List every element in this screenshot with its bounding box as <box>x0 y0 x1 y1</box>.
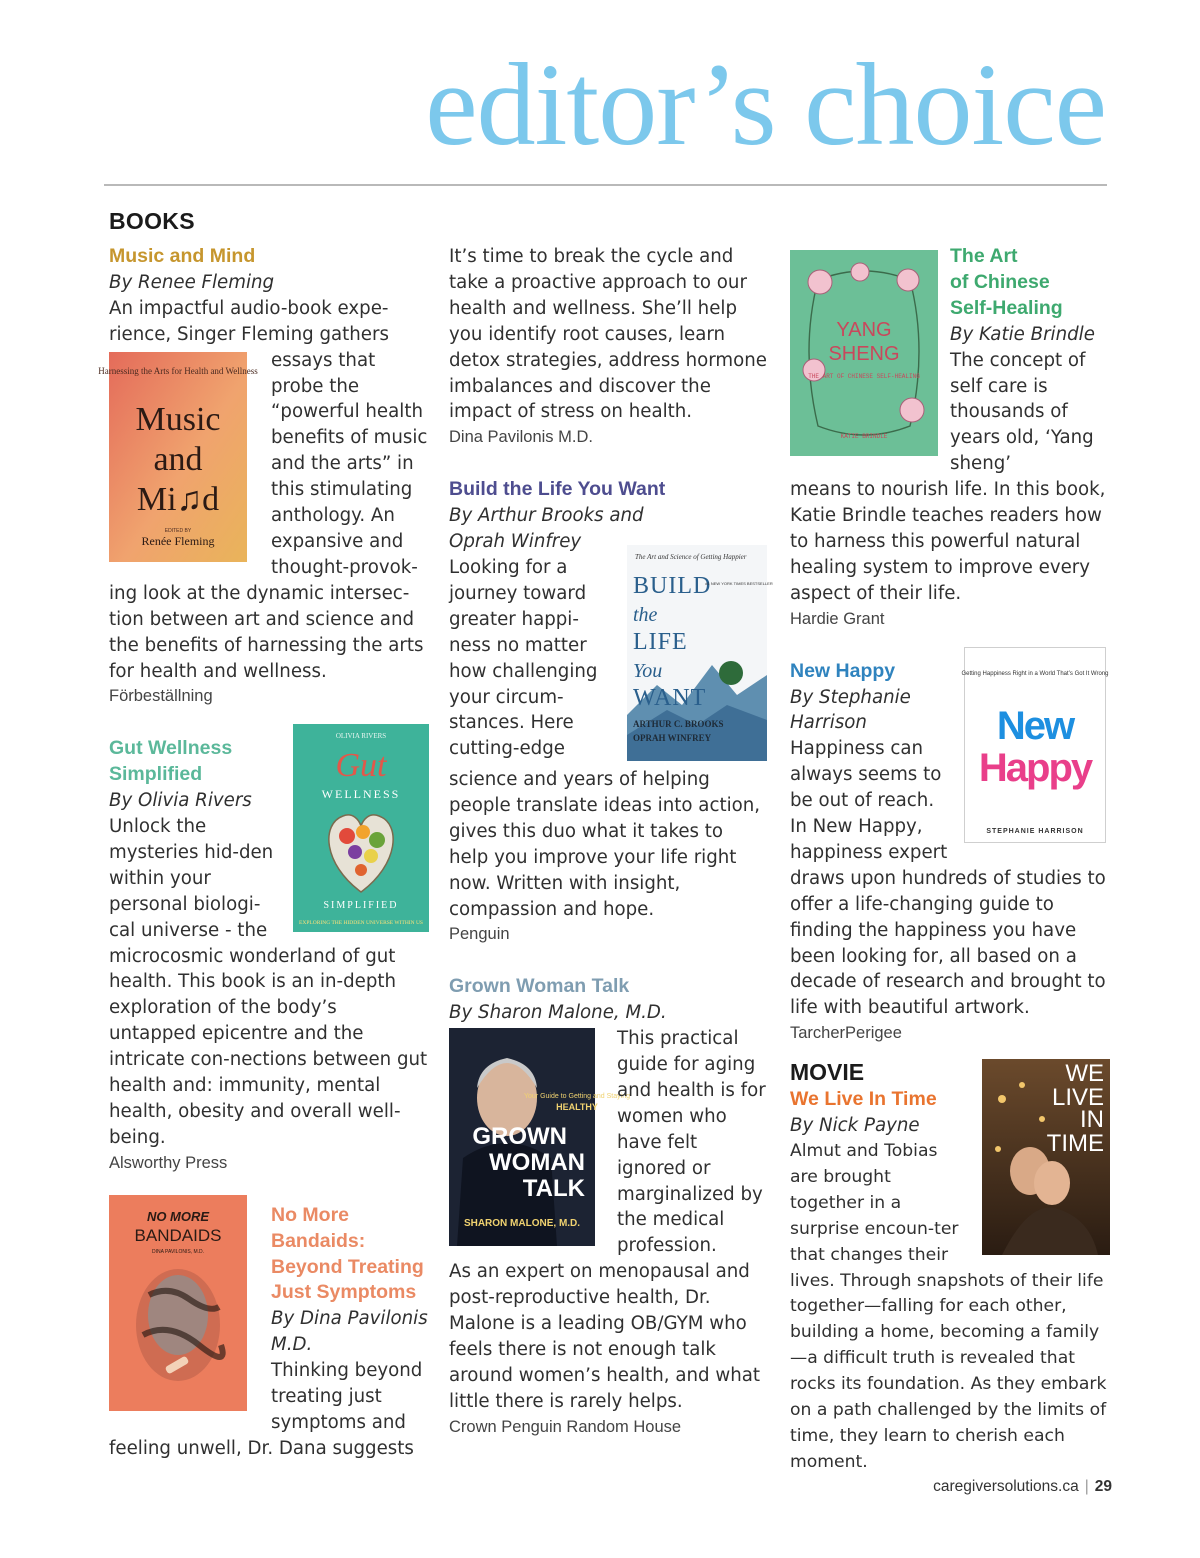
cover-word-1: BUILD <box>633 572 712 599</box>
cover-top-text: The Art and Science of Getting Happier <box>635 552 747 561</box>
movie-author: By Nick Payne <box>790 1115 920 1137</box>
no-more-bandaids-cover <box>109 1195 247 1411</box>
column-3 <box>790 244 1110 1476</box>
cover-title-3: Mi♫d <box>136 480 220 518</box>
cover-editor-note: EDITED BY <box>164 527 192 534</box>
poster-title-3: IN <box>1080 1106 1104 1134</box>
book-publisher: TarcherPerigee <box>790 1024 902 1043</box>
cover-title-1: Gut <box>335 747 387 785</box>
cover-word-3: LIFE <box>633 628 688 655</box>
cover-tag: Your Guide to Getting and Staying <box>524 1093 630 1101</box>
page-number: 29 <box>1094 1478 1112 1495</box>
book-author: By Dina Pavilonis M.D. <box>271 1308 428 1356</box>
review-text: It’s time to break the cycle and take a proactive approach to our health and wellness. She’ll help you identify root causes, learn detox strategies, address hormone imbalances and discover the impact of stress on health. <box>449 246 767 423</box>
book-publisher: Förbeställning <box>109 687 213 706</box>
book-author: By Sharon Malone, M.D. <box>449 1002 667 1024</box>
cover-title-2: WELLNESS <box>321 787 401 802</box>
review-text: feeling unwell, Dr. Dana suggests <box>109 1437 414 1459</box>
book-title: of Chinese <box>950 270 1050 293</box>
book-title: New Happy <box>790 659 896 682</box>
review-build-the-life <box>449 477 773 948</box>
grown-woman-talk-cover <box>449 1028 630 1246</box>
review-text: Thinking beyond treating just symptoms and <box>271 1360 423 1433</box>
review-grown-woman-talk <box>449 974 767 1440</box>
book-author: By Stephanie Harrison <box>790 686 911 734</box>
review-text: ing look at the dynamic intersec-tion between art and science and the benefits of harnessing the arts for health and wellness. <box>109 582 424 682</box>
review-music-and-mind <box>98 244 429 710</box>
cover-word-4: You <box>633 659 663 682</box>
review-text: means to nourish life. In this book, Katie Brindle teaches readers how to harness this powerful natural healing system to improve every aspect of their life. <box>790 479 1106 604</box>
book-publisher: Penguin <box>449 925 510 944</box>
review-new-happy <box>790 659 1110 1048</box>
cover-title-2: SHENG <box>828 343 900 365</box>
cover-word-2: the <box>633 603 658 626</box>
cover-title-2: BANDAIDS <box>134 1225 222 1245</box>
page-footer: caregiversolutions.ca | 29 <box>933 1478 1112 1495</box>
review-text: Happiness can always seems to be out of reach. In New Happy, happiness expert <box>790 738 948 863</box>
book-title: Bandaids: <box>271 1229 366 1252</box>
cover-editor: Renée Fleming <box>141 533 215 548</box>
cover-author: KATIE BRINDLE <box>840 433 888 440</box>
review-text: An impactful audio-book expe-rience, Singer Fleming gathers <box>109 297 389 345</box>
cover-title-3: SIMPLIFIED <box>323 900 399 912</box>
column-2 <box>449 244 773 1441</box>
cover-author-2: OPRAH WINFREY <box>633 732 712 743</box>
cover-top-text: Harnessing the Arts for Health and Wellness <box>98 365 258 376</box>
book-title: No More <box>271 1203 349 1226</box>
we-live-in-time-poster <box>982 1059 1110 1255</box>
poster-title-2: LIVE <box>1051 1084 1104 1112</box>
cover-title-2: and <box>153 440 203 478</box>
book-publisher: Alsworthy Press <box>109 1153 228 1172</box>
review-text: This practical guide for aging and health is for women who have felt ignored or marginalized by the medical profession. <box>617 1028 766 1257</box>
book-title: Gut Wellness <box>109 737 233 760</box>
cover-author: SHARON MALONE, M.D. <box>463 1218 581 1230</box>
book-author: By Katie Brindle <box>950 323 1095 345</box>
book-publisher: Dina Pavilonis M.D. <box>449 428 593 447</box>
build-the-life-cover <box>627 545 773 761</box>
cover-title-1: YANG <box>836 319 892 341</box>
book-publisher: Crown Penguin Random House <box>449 1417 682 1436</box>
book-author: By Olivia Rivers <box>109 790 252 812</box>
cover-author-1: ARTHUR C. BROOKS <box>633 718 724 729</box>
book-author: By Arthur Brooks and Oprah Winfrey <box>449 505 644 553</box>
book-title: Grown Woman Talk <box>449 975 630 998</box>
page-title: editor’s choice <box>425 39 1106 170</box>
cover-title-2: WOMAN <box>489 1149 585 1177</box>
review-text: essays that probe the “powerful health benefits of music and the arts” in this stimulating anthology. An expansive and thought-provok- <box>271 349 428 578</box>
review-text: As an expert on menopausal and post-reproductive health, Dr. Malone is a leading OB/GYM who feels there is not enough talk around women’s health, and what little there is rarely helps. <box>449 1261 761 1412</box>
book-author: By Renee Fleming <box>109 271 275 293</box>
review-no-more-bandaids <box>109 1203 429 1462</box>
cover-top-text: Getting Happiness Right in a World That’s Got It Wrong <box>961 670 1109 677</box>
book-title: Just Symptoms <box>271 1281 417 1304</box>
review-text: The concept of self care is thousands of years old, ‘Yang sheng’ <box>950 349 1094 475</box>
review-text: microcosmic wonderland of gut health. This book is an in-depth exploration of the body’s untapped epicentre and the intricate con-nections between gut health and: immunity, mental health, obesity and overall well-being. <box>109 945 428 1148</box>
footer-site: caregiversolutions.ca <box>933 1478 1079 1495</box>
cover-subtitle: THE ART OF CHINESE SELF-HEALING <box>808 373 920 380</box>
review-text: lives. Through snapshots of their life together—falling for each other, building a home, becoming a family—a difficult truth is revealed that rocks its foundation. As they embark on a path challenged by the limits of time, they learn to cherish each moment. <box>790 1270 1107 1472</box>
cover-title-1: GROWN <box>472 1123 567 1151</box>
cover-title-1: New <box>996 703 1074 748</box>
cover-author: OLIVIA RIVERS <box>335 732 387 741</box>
movie-title: We Live In Time <box>790 1088 937 1111</box>
review-text: science and years of helping people translate ideas into action, gives this duo what it takes to help you improve your life right now. Written with insight, compassion and hope. <box>449 768 761 920</box>
cover-word-5: WANT <box>633 684 707 711</box>
cover-author: DINA PAVILONIS, M.D. <box>151 1248 205 1255</box>
review-we-live-in-time <box>790 1057 1110 1476</box>
header-divider <box>104 184 1107 186</box>
book-title: Beyond Treating <box>271 1255 424 1278</box>
section-books-label: BOOKS <box>109 208 195 234</box>
review-text: draws upon hundreds of studies to offer a life-changing guide to finding the happiness you have been looking for, all based on a decade of research and brought to life with beautiful artwork. <box>790 867 1106 1019</box>
cover-title-3: TALK <box>522 1175 585 1203</box>
review-text: Looking for a journey toward greater happi-ness no matter how challenging your circum-stances. Here cutting-edge <box>449 556 598 760</box>
cover-title-2: Happy <box>978 745 1092 790</box>
gut-wellness-cover <box>293 724 429 932</box>
music-and-mind-cover <box>98 352 258 562</box>
book-title: The Art <box>950 245 1018 267</box>
book-title: Music and Mind <box>109 245 256 267</box>
cover-author: STEPHANIE HARRISON <box>986 827 1084 835</box>
cover-title-1: NO MORE <box>146 1208 210 1224</box>
review-art-of-chinese-self-healing <box>790 244 1110 633</box>
cover-badge: #1 NEW YORK TIMES BESTSELLER <box>705 580 773 586</box>
cover-subtitle: EXPLORING THE HIDDEN UNIVERSE WITHIN US <box>299 920 423 927</box>
review-text: Almut and Tobias are brought together in a surprise encoun-ter that changes their <box>790 1141 959 1265</box>
section-movie-label: MOVIE <box>790 1059 865 1086</box>
poster-title-1: WE <box>1065 1060 1104 1088</box>
column-1 <box>98 244 429 1462</box>
review-text: Unlock the mysteries hid-den within your personal biologi-cal universe - the <box>109 816 274 941</box>
book-title: Simplified <box>109 763 203 786</box>
cover-title-1: Music <box>135 400 221 438</box>
cover-tag-2: HEALTHY <box>556 1102 598 1113</box>
yang-sheng-cover <box>790 250 938 456</box>
review-gut-wellness <box>109 732 429 1176</box>
review-no-more-bandaids-continued <box>449 244 767 451</box>
book-title: Self-Healing <box>950 296 1063 319</box>
book-publisher: Hardie Grant <box>790 609 885 628</box>
new-happy-cover <box>961 647 1109 843</box>
poster-title-4: TIME <box>1046 1130 1104 1158</box>
book-title: Build the Life You Want <box>449 478 666 501</box>
